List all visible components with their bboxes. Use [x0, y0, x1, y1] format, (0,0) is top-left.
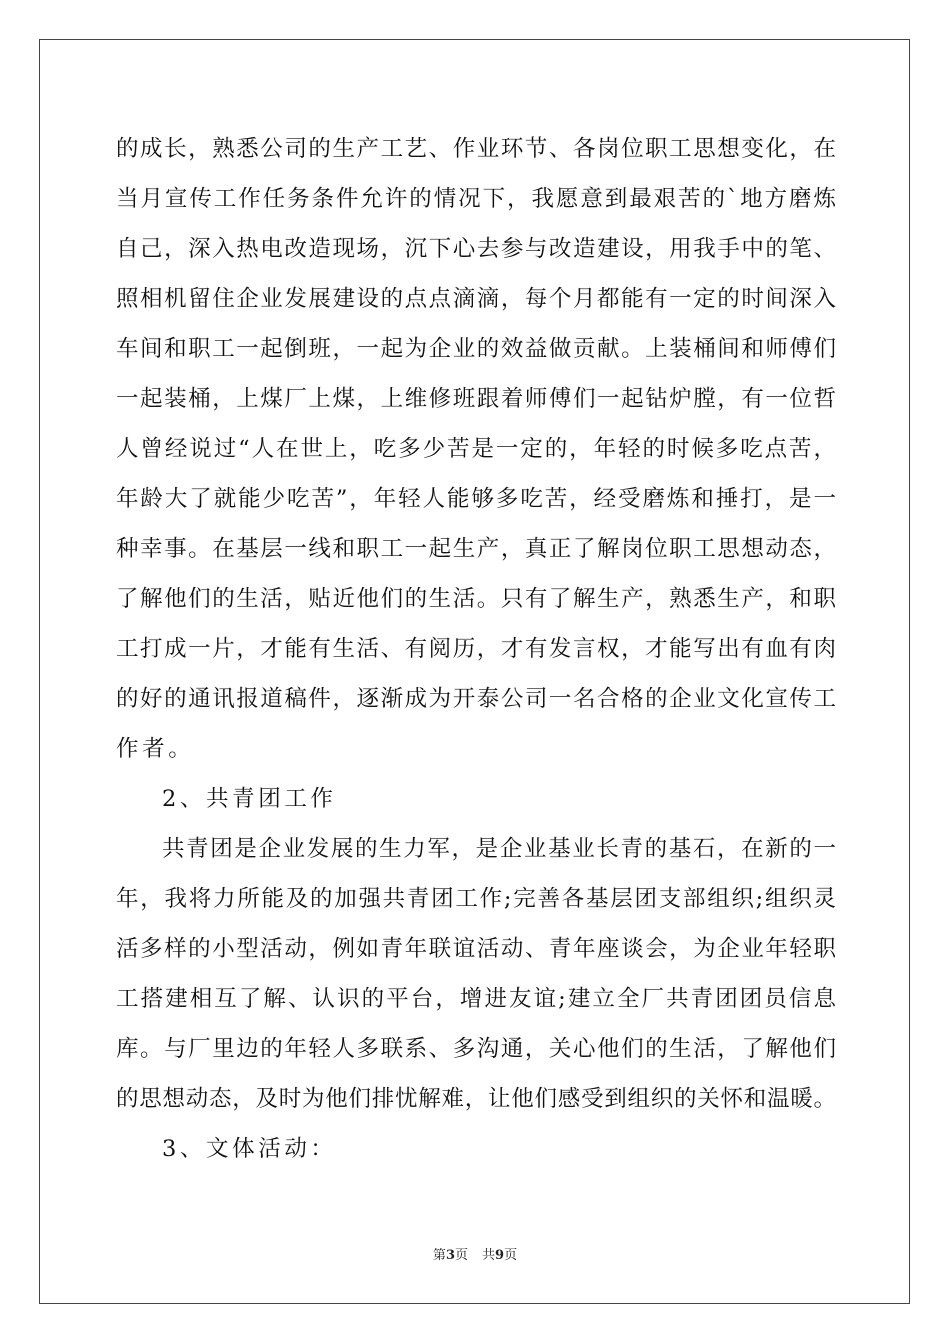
footer-prefix: 第 [432, 1248, 446, 1263]
text-line: 年，我将力所能及的加强共青团工作;完善各基层团支部组织;组织灵 [116, 886, 836, 912]
text-line: 种幸事。在基层一线和职工一起生产，真正了解岗位职工思想动态， [116, 536, 836, 562]
section-heading: 3、文体活动： [162, 1136, 337, 1162]
footer-total-prefix: 共 [482, 1248, 496, 1263]
footer-page-word: 页 [454, 1248, 468, 1263]
text-line: 车间和职工一起倒班，一起为企业的效益做贡献。上装桶间和师傅们 [116, 336, 836, 362]
text-line: 的思想动态，及时为他们排忧解难，让他们感受到组织的关怀和温暖。 [116, 1086, 836, 1112]
section-heading: 2、共青团工作 [162, 786, 337, 812]
text-line: 自己，深入热电改造现场，沉下心去参与改造建设，用我手中的笔、 [116, 236, 836, 262]
text-line: 工打成一片，才能有生活、有阅历，才有发言权，才能写出有血有肉 [116, 636, 836, 662]
text-line: 照相机留住企业发展建设的点点滴滴，每个月都能有一定的时间深入 [116, 286, 836, 312]
total-page-number: 9 [495, 1248, 505, 1263]
page-footer [0, 1247, 950, 1265]
page-border [39, 39, 910, 1304]
text-line: 作者。 [116, 736, 195, 762]
text-line: 一起装桶，上煤厂上煤，上维修班跟着师傅们一起钻炉膛，有一位哲 [116, 386, 836, 412]
text-line: 了解他们的生活，贴近他们的生活。只有了解生产，熟悉生产，和职 [116, 586, 836, 612]
text-line: 活多样的小型活动，例如青年联谊活动、青年座谈会，为企业年轻职 [116, 936, 836, 962]
text-line: 共青团是企业发展的生力军，是企业基业长青的基石，在新的一 [162, 836, 836, 862]
text-line: 工搭建相互了解、认识的平台，增进友谊;建立全厂共青团团员信息 [116, 986, 836, 1012]
current-page-number: 3 [445, 1248, 455, 1263]
text-line: 的好的通讯报道稿件，逐渐成为开泰公司一名合格的企业文化宣传工 [116, 686, 836, 712]
text-line: 库。与厂里边的年轻人多联系、多沟通，关心他们的生活，了解他们 [116, 1036, 836, 1062]
text-line: 当月宣传工作任务条件允许的情况下，我愿意到最艰苦的`地方磨炼 [116, 186, 836, 212]
footer-suffix: 页 [504, 1248, 518, 1263]
text-line: 年龄大了就能少吃苦”，年轻人能够多吃苦，经受磨炼和捶打，是一 [116, 486, 836, 512]
text-line: 人曾经说过“人在世上，吃多少苦是一定的，年轻的时候多吃点苦， [116, 436, 836, 462]
text-line: 的成长，熟悉公司的生产工艺、作业环节、各岗位职工思想变化，在 [116, 136, 836, 162]
